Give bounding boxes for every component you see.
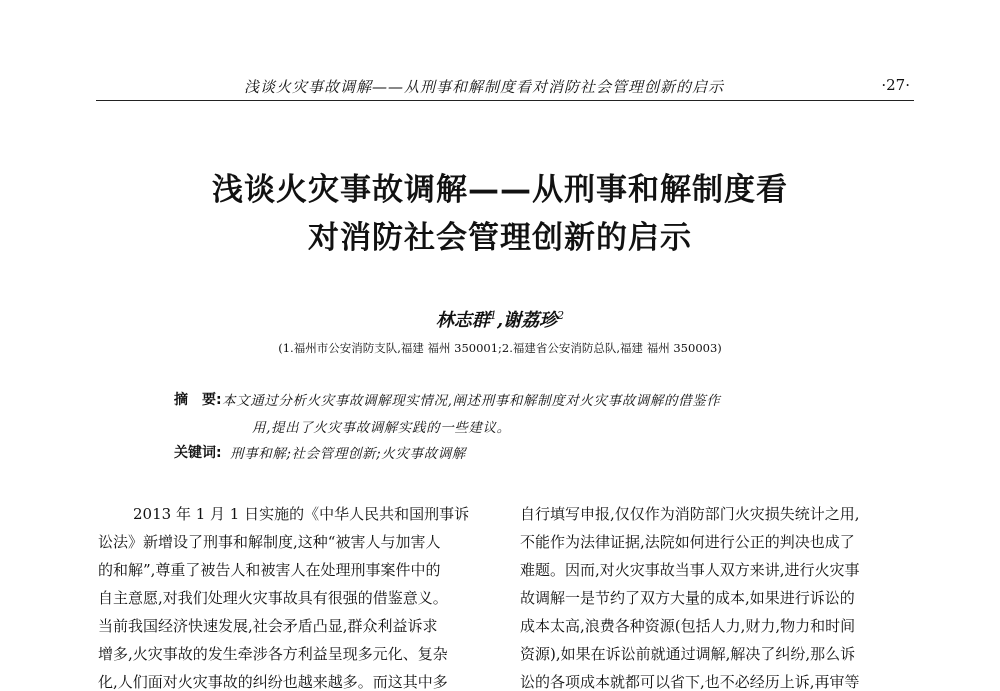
running-title: 浅谈火灾事故调解——从刑事和解制度看对消防社会管理创新的启示: [244, 78, 725, 96]
author-separator: ,: [496, 310, 504, 331]
body-text-line: 不能作为法律证据,法院如何进行公正的判决也成了: [520, 533, 855, 551]
body-text-line: 的和解”,尊重了被告人和被害人在处理刑事案件中的: [98, 561, 441, 579]
body-text-line: 讼的各项成本就都可以省下,也不必经历上诉,再审等: [520, 673, 860, 691]
abstract-text-line: 用,提出了火灾事故调解实践的一些建议。: [252, 420, 511, 436]
author-name: 谢荔珍: [503, 310, 558, 331]
body-text-line: 讼法》新增设了刑事和解制度,这种“被害人与加害人: [98, 533, 441, 551]
authors: [0, 306, 1000, 332]
body-text-line: 难题。因而,对火灾事故当事人双方来讲,进行火灾事: [520, 561, 860, 579]
running-header: [96, 72, 914, 101]
body-text-line: 故调解一是节约了双方大量的成本,如果进行诉讼的: [520, 589, 855, 607]
keywords-text: 刑事和解;社会管理创新;火灾事故调解: [230, 446, 466, 462]
body-text-line: 增多,火灾事故的发生牵涉各方利益呈现多元化、复杂: [98, 645, 448, 663]
author-name: 林志群: [435, 310, 490, 331]
body-text-line: 自行填写申报,仅仅作为消防部门火灾损失统计之用,: [520, 505, 860, 523]
body-text-line: 2013 年 1 月 1 日实施的《中华人民共和国刑事诉: [133, 505, 470, 523]
body-text-line: 成本太高,浪费各种资源(包括人力,财力,物力和时间: [520, 617, 856, 635]
body-text-line: 化,人们面对火灾事故的纠纷也越来越多。而这其中多: [98, 673, 448, 691]
affiliation-mark: 2: [557, 309, 565, 322]
body-text-line: 资源),如果在诉讼前就通过调解,解决了纠纷,那么诉: [520, 645, 856, 663]
affiliation-mark: 1: [489, 309, 497, 322]
page-number: ·27·: [881, 76, 910, 94]
affiliation: (1.福州市公安消防支队,福建 福州 350001;2.福建省公安消防总队,福建 福州 350003): [278, 341, 722, 355]
body-text-line: 自主意愿,对我们处理火灾事故具有很强的借鉴意义。: [98, 589, 448, 607]
article-title-line-1: 浅谈火灾事故调解——从刑事和解制度看: [212, 172, 788, 208]
abstract-label: 摘 要:: [174, 392, 222, 408]
abstract-text-line: 本文通过分析火灾事故调解现实情况,阐述刑事和解制度对火灾事故调解的借鉴作: [222, 393, 721, 409]
article-title-line-2: 对消防社会管理创新的启示: [308, 220, 692, 256]
keywords-label: 关键词:: [174, 445, 222, 461]
body-text-line: 当前我国经济快速发展,社会矛盾凸显,群众利益诉求: [98, 617, 438, 635]
